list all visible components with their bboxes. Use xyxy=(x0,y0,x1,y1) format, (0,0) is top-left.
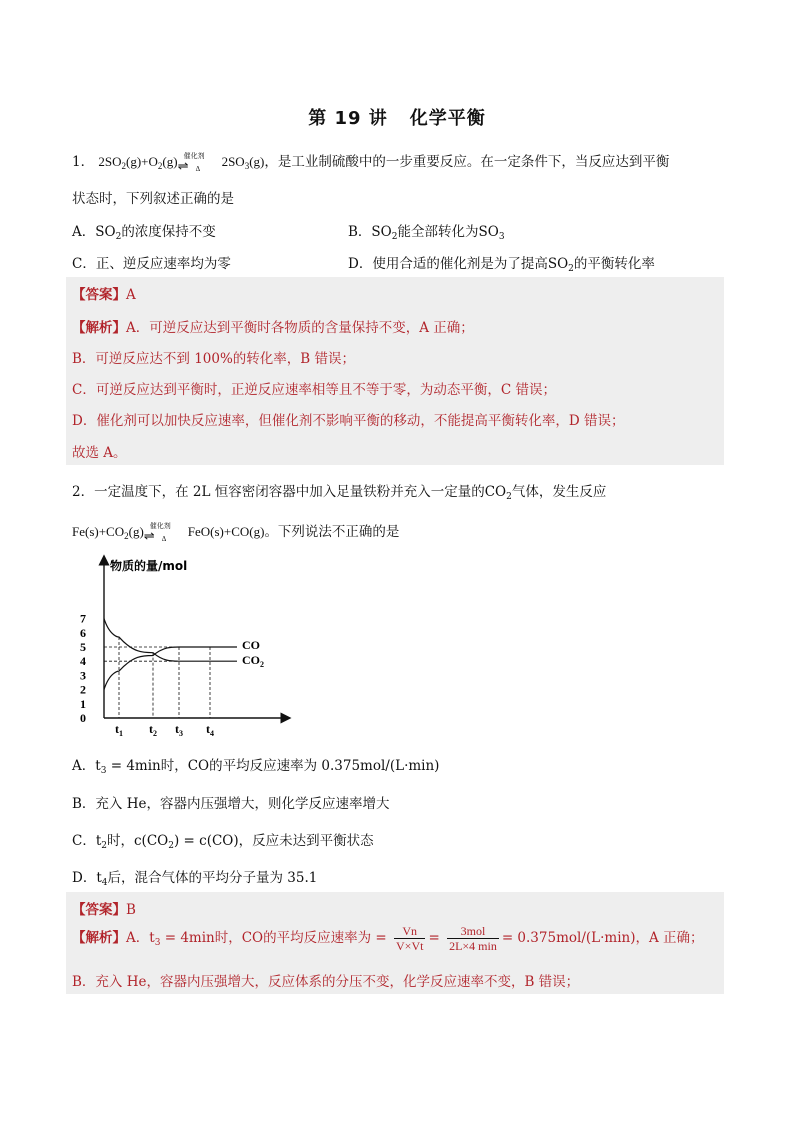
rate-fraction-numeric: $\frac{\text{3mol}}{2L\times 4 \min}$ xyxy=(449,924,497,953)
q1-stem-line2: 状态时，下列叙述正确的是 xyxy=(72,191,234,207)
series-co2-line xyxy=(104,619,237,662)
series-co-line xyxy=(104,647,237,690)
q2-analysis-b: B．充入 He，容器内压强增大，反应体系的分压不变，化学反应速率不变，B 错误； xyxy=(72,974,580,990)
q2-option-c: C．$t_2$时，$c(CO_2) = c(CO)$，反应未达到平衡状态 xyxy=(72,833,374,851)
equilibrium-arrow-icon: 催化剂 ⇌ Δ xyxy=(177,152,205,174)
q1-answer-box xyxy=(66,277,724,465)
q1-analysis-c: C．可逆反应达到平衡时，正逆反应速率相等且不等于零，为动态平衡，C 错误； xyxy=(72,382,556,398)
rate-fraction-symbolic: $\frac{Vn}{V\times Vt}$ xyxy=(396,924,424,953)
q1-option-c: C．正、逆反应速率均为零 xyxy=(72,256,231,272)
y-tick-1: 1 xyxy=(80,696,86,711)
equilibrium-arrow-icon: 催化剂 ⇌ Δ xyxy=(143,522,171,544)
guide-lines xyxy=(104,637,210,718)
q1-analysis-d: D．催化剂可以加快反应速率，但催化剂不影响平衡的移动，不能提高平衡转化率，D 错误； xyxy=(72,413,625,429)
y-tick-4: 4 xyxy=(80,654,86,669)
x-tick-t2: $t_2$ xyxy=(149,722,157,738)
y-tick-2: 2 xyxy=(80,682,86,697)
q2-equation-line: $Fe(s)+CO_2(g)$ 催化剂 ⇌ Δ FeO(s)+CO(g)。下列说法不正确的是 xyxy=(72,522,400,544)
q2-option-a: A．$t_3 = 4\min$时，CO的平均反应速率为 0.375mol/(L·min) xyxy=(72,758,440,776)
q1-analysis-conclusion: 故选 A。 xyxy=(72,445,127,461)
amount-vs-time-chart xyxy=(72,550,302,740)
y-tick-6: 6 xyxy=(80,625,86,640)
y-tick-5: 5 xyxy=(80,640,86,654)
x-tick-t1: $t_1$ xyxy=(115,722,123,738)
lesson-topic: 化学平衡 xyxy=(409,108,486,129)
page-title xyxy=(0,104,794,130)
y-axis-label: 物质的量/mol xyxy=(110,559,188,573)
y-tick-7: 7 xyxy=(80,611,86,626)
q2-option-d: D．$t_4$后，混合气体的平均分子量为 35.1 xyxy=(72,870,318,888)
q1-analysis-b: B．可逆反应达不到 100%的转化率，B 错误； xyxy=(72,351,356,367)
series-co2-label: $CO_2$ xyxy=(242,653,264,669)
series-co-label: CO xyxy=(242,638,260,652)
q1-analysis-a: 【解析】A．可逆反应达到平衡时各物质的含量保持不变，A 正确； xyxy=(72,320,474,336)
q1-option-d: D．使用合适的催化剂是为了提高$SO_2$的平衡转化率 xyxy=(348,256,655,274)
x-tick-t3: $t_3$ xyxy=(175,722,183,738)
q1-answer: 【答案】A xyxy=(72,287,136,303)
y-tick-labels xyxy=(80,612,86,725)
q2-equation: $Fe(s)+CO_2(g)$ 催化剂 ⇌ Δ FeO(s)+CO(g) xyxy=(72,522,265,544)
q1-option-a: A．$SO_2$的浓度保持不变 xyxy=(72,224,216,242)
q2-analysis-a: 【解析】A．$t_3 = 4\min$时，CO的平均反应速率为 = $\frac{Vn}{V\times Vt}$ = $\frac{\text{3mol}}{2L\times 4 \min}$ = 0.375mol/(L·min)，A 正确； xyxy=(72,924,704,953)
y-tick-0: 0 xyxy=(80,711,86,725)
q2-stem: 2．一定温度下，在 2L 恒容密闭容器中加入足量铁粉并充入一定量的$CO_2$气体，发生反应 xyxy=(72,484,607,502)
q2-answer: 【答案】B xyxy=(72,902,136,918)
q2-answer-box xyxy=(66,892,724,994)
lesson-number: 第 19 讲 xyxy=(308,108,388,129)
x-tick-t4: $t_4$ xyxy=(206,722,214,738)
q1-stem: 1． $2SO_2(g)+O_2(g)$ 催化剂 ⇌ Δ $2SO_3(g)$，是工业制硫酸中的一步重要反应。在一定条件下，当反应达到平衡 xyxy=(72,152,670,174)
q1-equation: $2SO_2(g)+O_2(g)$ 催化剂 ⇌ Δ $2SO_3(g)$ xyxy=(98,152,265,174)
y-tick-3: 3 xyxy=(80,668,86,683)
q2-option-b: B．充入 He，容器内压强增大，则化学反应速率增大 xyxy=(72,796,390,812)
q1-option-b: B．$SO_2$能全部转化为$SO_3$ xyxy=(348,224,505,242)
